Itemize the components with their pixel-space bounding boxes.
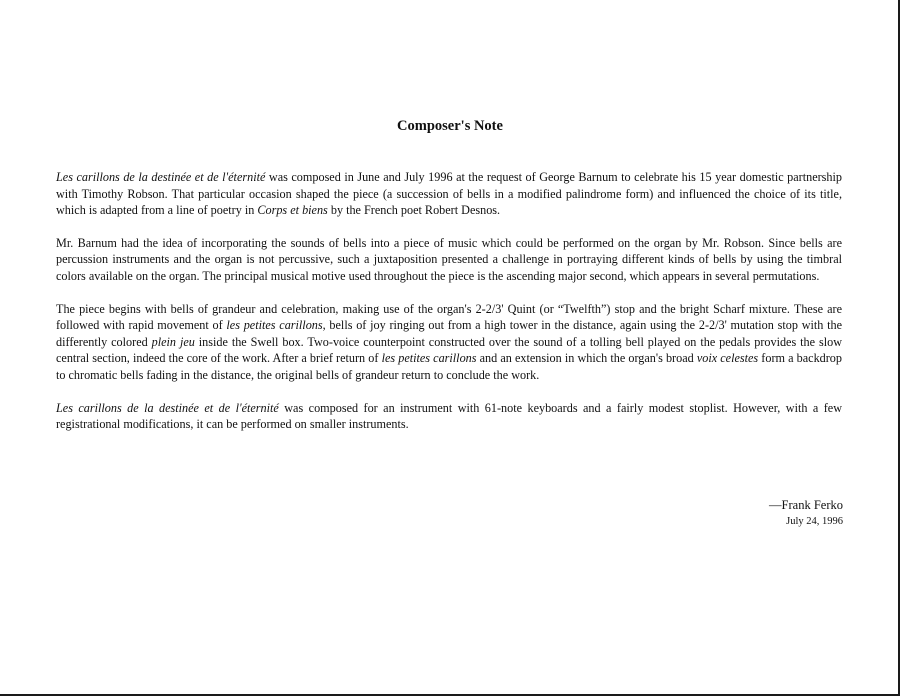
paragraph-4 bbox=[56, 400, 842, 433]
signature-block bbox=[769, 497, 843, 529]
italic-title-run: voix celestes bbox=[696, 351, 759, 366]
italic-title-run: plein jeu bbox=[151, 334, 195, 349]
text-run: inside the Swell box. Two-voice counterpoint constructed over the sound of a tolling bell played on the pedals provides the slow central section, indeed the core of the work. After a brief return of bbox=[56, 334, 842, 366]
page-title: Composer's Note bbox=[397, 118, 503, 134]
italic-title-run: les petites carillons bbox=[226, 318, 323, 333]
italic-title-run: Les carillons de la destinée et de l'éternité bbox=[56, 170, 266, 184]
signature-name: —Frank Ferko bbox=[769, 498, 843, 512]
text-run: was composed in June and July 1996 at the request of George Barnum to celebrate his 15 year domestic partnership with Timothy Robson. That particular occasion shaped the piece (a succession of bells in a modified palindrome form) and influenced the choice of its title, which is adapted from a line of poetry in bbox=[56, 170, 842, 218]
text-run: , bells of joy ringing out from a high tower in the distance, again using the 2-2/3' mutation stop with the differently colored bbox=[56, 318, 843, 349]
paragraph-2 bbox=[56, 235, 842, 285]
text-run: by the French poet Robert Desnos. bbox=[327, 203, 501, 218]
signature-date: July 24, 1996 bbox=[786, 516, 843, 527]
text-run: form a backdrop to chromatic bells fading in the distance, the original bells of grandeur return to conclude the work. bbox=[56, 351, 842, 382]
italic-title-run: Corps et biens bbox=[257, 203, 328, 218]
text-run: Mr. Barnum had the idea of incorporating the sounds of bells into a piece of music which could be performed on the organ by Mr. Robson. Since bells are percussion instruments and the organ is not percussive, such a juxtaposition presented a challenge in portraying different kinds of bells by using the timbral colors available on the organ. The principal musical motive used throughout the piece is the ascending major second, which appears in several permutations. bbox=[56, 235, 842, 283]
paragraph-3 bbox=[56, 301, 842, 384]
italic-title-run: les petites carillons bbox=[381, 351, 477, 366]
paragraph-1 bbox=[56, 169, 842, 219]
text-run: and an extension in which the organ's broad bbox=[476, 351, 697, 366]
text-run: The piece begins with bells of grandeur and celebration, making use of the organ's 2-2/3' Quint (or “Twelfth”) stop and the bright Scharf mixture. These are followed with rapid movement of bbox=[56, 301, 842, 333]
text-run: was composed for an instrument with 61-note keyboards and a fairly modest stoplist. However, with a few registrational modifications, it can be performed on smaller instruments. bbox=[56, 400, 843, 432]
body-text bbox=[56, 169, 842, 433]
italic-title-run: Les carillons de la destinée et de l'éternité bbox=[56, 400, 279, 415]
